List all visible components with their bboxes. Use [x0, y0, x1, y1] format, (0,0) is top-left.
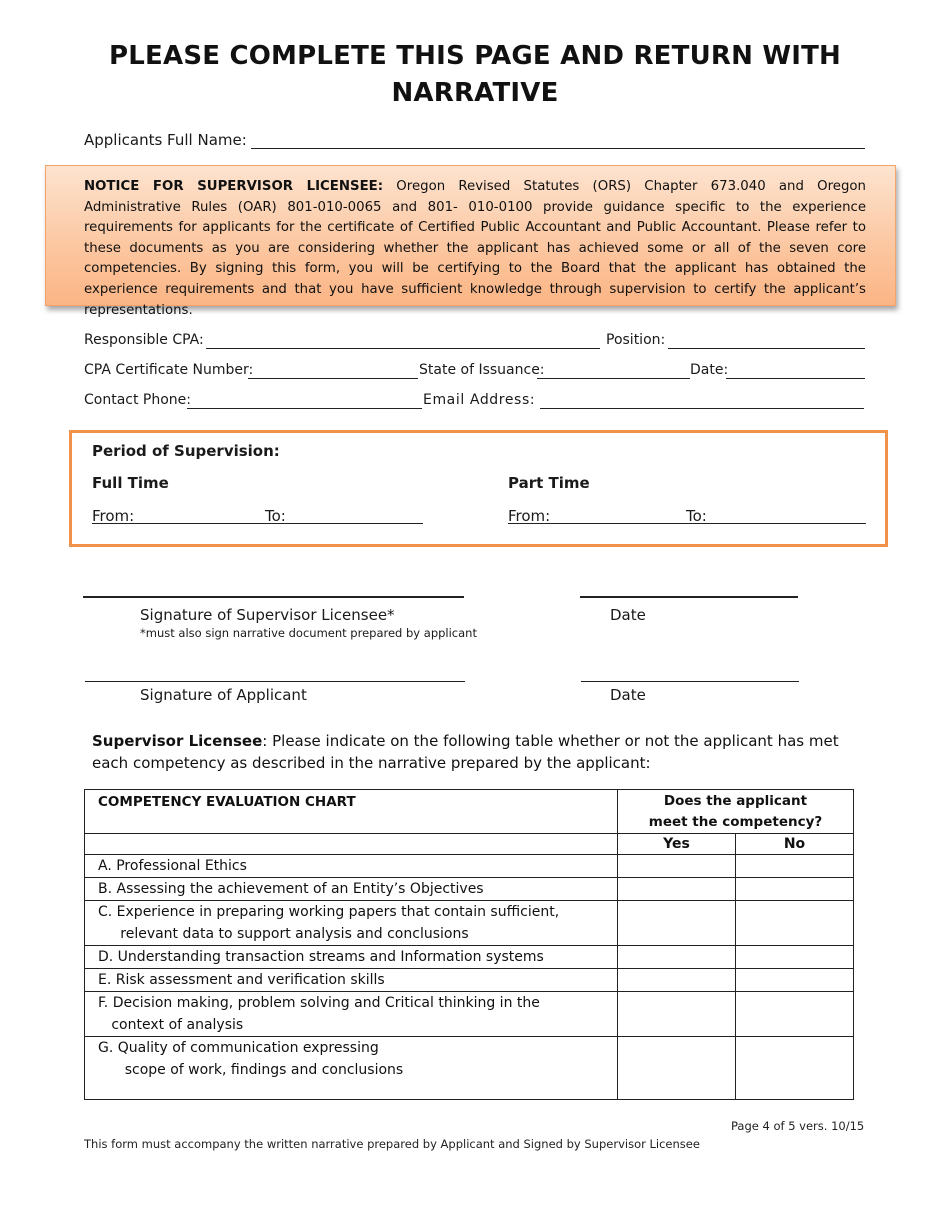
contact-phone-label: Contact Phone:: [84, 392, 192, 408]
competency-e-yes[interactable]: [618, 969, 736, 992]
supervisor-date-line[interactable]: [580, 596, 798, 598]
full-time-to-label: To:: [265, 507, 286, 525]
full-time-label: Full Time: [92, 474, 169, 492]
notice-heading: NOTICE FOR SUPERVISOR LICENSEE:: [84, 179, 384, 194]
competency-e-no[interactable]: [736, 969, 854, 992]
competency-c-line-1: C. Experience in preparing working papers that contain sufficient,: [98, 904, 560, 920]
instruction-text: : Please indicate on the following table whether or not the applicant has met each competency as described in the narrative prepared by the applicant:: [92, 732, 839, 772]
part-time-from-label: From:: [508, 507, 551, 525]
competency-e: E. Risk assessment and verification skills: [85, 969, 618, 992]
full-time-from-label: From:: [92, 507, 135, 525]
chart-title: COMPETENCY EVALUATION CHART: [85, 790, 618, 834]
competency-g-yes[interactable]: [618, 1037, 736, 1100]
supervisor-signature-line[interactable]: [83, 596, 464, 598]
competency-b: B. Assessing the achievement of an Entity’s Objectives: [85, 878, 618, 901]
chart-question-line-1: Does the applicant: [663, 793, 808, 809]
page-number: Page 4 of 5 vers. 10/15: [731, 1119, 865, 1133]
chart-question: [618, 790, 854, 834]
position-label: Position:: [606, 332, 666, 348]
applicant-signature-label: Signature of Applicant: [140, 686, 307, 704]
competency-b-yes[interactable]: [618, 878, 736, 901]
instruction-bold: Supervisor Licensee: [92, 732, 263, 750]
competency-d-yes[interactable]: [618, 946, 736, 969]
table-row: [85, 901, 854, 946]
no-header: No: [736, 834, 854, 855]
table-row: [85, 992, 854, 1037]
contact-phone-field[interactable]: [187, 408, 422, 409]
competency-c-line-2: relevant data to support analysis and conclusions: [98, 926, 469, 942]
competency-b-no[interactable]: [736, 878, 854, 901]
part-time-to-label: To:: [686, 507, 707, 525]
page-title: [0, 38, 950, 112]
supervisor-instruction: [92, 730, 840, 774]
competency-g-no[interactable]: [736, 1037, 854, 1100]
yes-header: Yes: [618, 834, 736, 855]
applicant-signature-line[interactable]: [85, 681, 465, 682]
position-field[interactable]: [668, 348, 865, 349]
date-field[interactable]: [726, 378, 865, 379]
competency-f-line-1: F. Decision making, problem solving and Critical thinking in the: [98, 995, 540, 1011]
chart-spacer: [85, 834, 618, 855]
competency-c-yes[interactable]: [618, 901, 736, 946]
responsible-cpa-field[interactable]: [206, 348, 600, 349]
competency-d-no[interactable]: [736, 946, 854, 969]
applicant-name-label: Applicants Full Name:: [84, 131, 247, 149]
cpa-certificate-number-label: CPA Certificate Number:: [84, 362, 254, 378]
competency-evaluation-chart: [84, 789, 854, 1100]
supervisor-signature-label: Signature of Supervisor Licensee*: [140, 606, 395, 624]
table-row: [85, 1037, 854, 1100]
applicant-date-line[interactable]: [581, 681, 799, 682]
part-time-dates-field[interactable]: [508, 523, 866, 524]
email-address-field[interactable]: [540, 408, 864, 409]
applicant-name-field[interactable]: [251, 148, 865, 149]
notice-text: Oregon Revised Statutes (ORS) Chapter 673.040 and Oregon Administrative Rules (OAR) 801-010-0065 and 801- 010-0100 provide guidance specific to the experience requirements for applicants for the certificate of Certified Public Accountant and Public Accountant. Please refer to these documents as you are considering whether the applicant has achieved some or all of the seven core competencies. By signing this form, you will be certifying to the Board that the applicant has obtained the experience requirements and that you have sufficient knowledge through supervision to certify the applicant’s representations.: [84, 179, 866, 318]
chart-question-line-2: meet the competency?: [648, 814, 823, 830]
competency-a-yes[interactable]: [618, 855, 736, 878]
competency-f-no[interactable]: [736, 992, 854, 1037]
competency-g-line-1: G. Quality of communication expressing: [98, 1040, 379, 1056]
email-address-label: Email Address:: [423, 392, 536, 408]
supervisor-notice: [45, 165, 896, 318]
competency-g-line-2: scope of work, findings and conclusions: [98, 1062, 404, 1078]
competency-f: [85, 992, 618, 1037]
period-heading: Period of Supervision:: [92, 442, 280, 460]
competency-c-no[interactable]: [736, 901, 854, 946]
state-of-issuance-label: State of Issuance:: [419, 362, 545, 378]
part-time-label: Part Time: [508, 474, 590, 492]
title-line-2: NARRATIVE: [391, 78, 559, 108]
state-of-issuance-field[interactable]: [537, 378, 690, 379]
supervisor-date-label: Date: [610, 606, 646, 624]
table-row: [85, 855, 854, 878]
cpa-certificate-number-field[interactable]: [248, 378, 418, 379]
applicant-date-label: Date: [610, 686, 646, 704]
table-row: [85, 946, 854, 969]
competency-g: [85, 1037, 618, 1100]
full-time-dates-field[interactable]: [92, 523, 423, 524]
table-row: [85, 878, 854, 901]
competency-c: [85, 901, 618, 946]
competency-f-line-2: context of analysis: [98, 1017, 244, 1033]
supervisor-signature-note: *must also sign narrative document prepared by applicant: [140, 626, 477, 640]
competency-d: D. Understanding transaction streams and Information systems: [85, 946, 618, 969]
date-label: Date:: [690, 362, 729, 378]
competency-f-yes[interactable]: [618, 992, 736, 1037]
competency-a-no[interactable]: [736, 855, 854, 878]
footer-note: This form must accompany the written narrative prepared by Applicant and Signed by Supervisor Licensee: [84, 1137, 700, 1151]
title-line-1: PLEASE COMPLETE THIS PAGE AND RETURN WITH: [109, 41, 841, 71]
competency-a: A. Professional Ethics: [85, 855, 618, 878]
table-row: [85, 969, 854, 992]
responsible-cpa-label: Responsible CPA:: [84, 332, 204, 348]
